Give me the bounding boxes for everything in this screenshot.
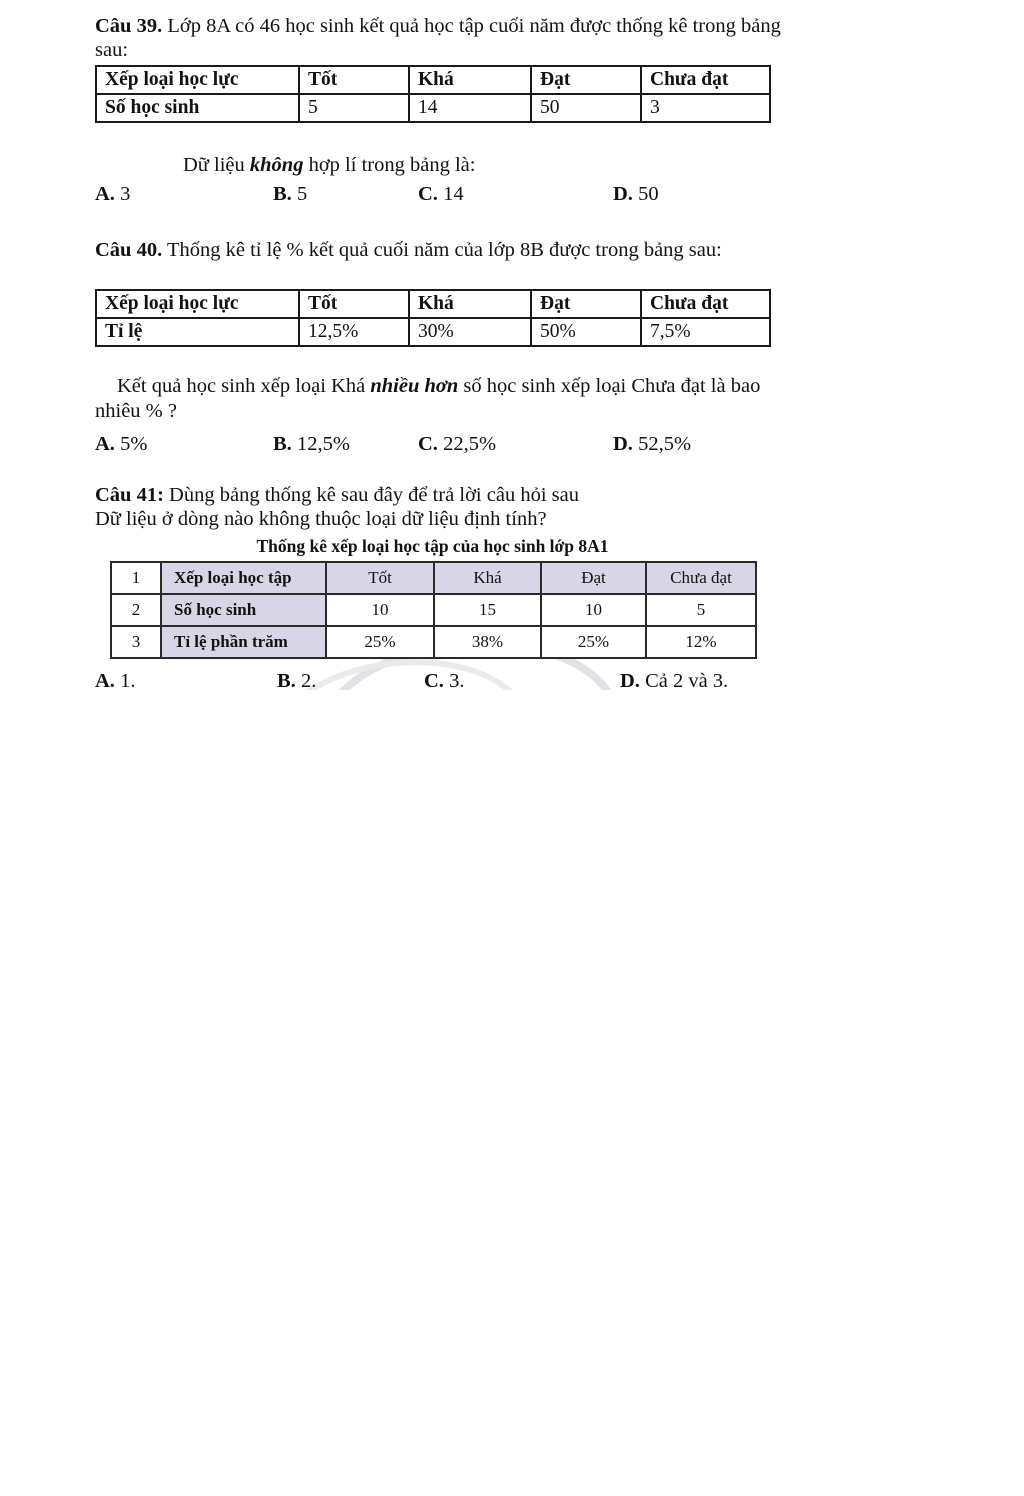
value-cell: 25% [541,626,646,658]
header-cell: Đạt [541,562,646,594]
q41-table-title: Thống kê xếp loại học tập của học sinh lớp 8A1 [256,536,609,556]
value-cell: 12,5% [299,318,409,346]
value-cell: 25% [326,626,434,658]
header-cell: Đạt [531,66,641,94]
question-39 [95,14,929,207]
row-number-cell: 3 [111,626,161,658]
q41-options [95,669,929,694]
value-cell: 10 [541,594,646,626]
value-cell: 10 [326,594,434,626]
option-d: D. 50 [613,183,659,205]
q40-prompt-emphasis: nhiều hơn [370,375,459,397]
q40-table-data-row [96,318,770,346]
question-40-line1: Thống kê tỉ lệ % kết quả cuối năm của lớp 8B được trong bảng sau: [166,239,722,261]
question-41 [95,483,929,694]
header-cell: Chưa đạt [646,562,756,594]
value-cell: 30% [409,318,531,346]
header-cell: Tốt [299,66,409,94]
header-cell: Tốt [299,290,409,318]
row-label-cell: Số học sinh [96,94,299,122]
q41-table [110,561,757,659]
row-number-cell: 2 [111,594,161,626]
q39-table [95,65,771,123]
q40-table [95,289,771,347]
option-d: D. 52,5% [613,433,692,455]
row-label-cell: Số học sinh [161,594,326,626]
q41-table-row-3 [111,626,756,658]
row-number-cell: 1 [111,562,161,594]
header-cell: Đạt [531,290,641,318]
header-cell: Chưa đạt [641,290,770,318]
question-40-text [95,238,929,262]
value-cell: 7,5% [641,318,770,346]
value-cell: 5 [646,594,756,626]
option-c: C. 3. [424,670,465,692]
header-cell: Xếp loại học lực [96,290,299,318]
value-cell: 15 [434,594,541,626]
option-b: B. 2. [277,670,317,692]
option-c: C. 22,5% [418,433,497,455]
option-a: A. 3 [95,183,131,205]
q39-table-header-row [96,66,770,94]
option-b: B. 5 [273,183,308,205]
question-40-label: Câu 40. [95,239,163,261]
option-a: A. 5% [95,433,148,455]
value-cell: 38% [434,626,541,658]
question-39-label: Câu 39. [95,15,163,37]
value-cell: 5 [299,94,409,122]
q40-table-header-row [96,290,770,318]
header-cell: Xếp loại học lực [96,66,299,94]
row-label-cell: Tỉ lệ phần trăm [161,626,326,658]
option-c: C. 14 [418,183,464,205]
value-cell: 50% [531,318,641,346]
q39-prompt [95,153,929,178]
header-cell: Tốt [326,562,434,594]
row-label-cell: Xếp loại học tập [161,562,326,594]
value-cell: 14 [409,94,531,122]
q39-table-data-row [96,94,770,122]
q39-prompt-suffix: hợp lí trong bảng là: [303,154,476,176]
value-cell: 12% [646,626,756,658]
header-cell: Khá [434,562,541,594]
header-cell: Khá [409,290,531,318]
q40-prompt-line2: nhiêu % ? [95,400,177,422]
question-41-text [95,483,929,531]
question-39-text [95,14,929,62]
q40-prompt-line1: Kết quả học sinh xếp loại Khá nhiều hơn số học sinh xếp loại Chưa đạt là bao [117,375,761,397]
option-a: A. 1. [95,670,136,692]
question-39-line1: Lớp 8A có 46 học sinh kết quả học tập cuối năm được thống kê trong bảng [167,15,781,37]
option-b: B. 12,5% [273,433,350,455]
question-39-line2: sau: [95,39,129,61]
q41-table-row-2 [111,594,756,626]
value-cell: 3 [641,94,770,122]
question-41-label: Câu 41: [95,484,164,506]
option-d: D. Cả 2 và 3. [620,670,729,692]
q40-prompt [95,374,929,424]
q39-prompt-prefix: Dữ liệu [183,154,250,176]
q39-prompt-emphasis: không [249,154,304,176]
question-41-line1: Dùng bảng thống kê sau đây để trả lời câu hỏi sau [169,484,579,506]
header-cell: Khá [409,66,531,94]
row-label-cell: Tỉ lệ [96,318,299,346]
header-cell: Chưa đạt [641,66,770,94]
question-40 [95,238,929,457]
q39-options [95,182,929,207]
value-cell: 50 [531,94,641,122]
question-41-line2: Dữ liệu ở dòng nào không thuộc loại dữ liệu định tính? [95,508,547,530]
q41-table-row-1 [111,562,756,594]
q40-options [95,432,929,457]
